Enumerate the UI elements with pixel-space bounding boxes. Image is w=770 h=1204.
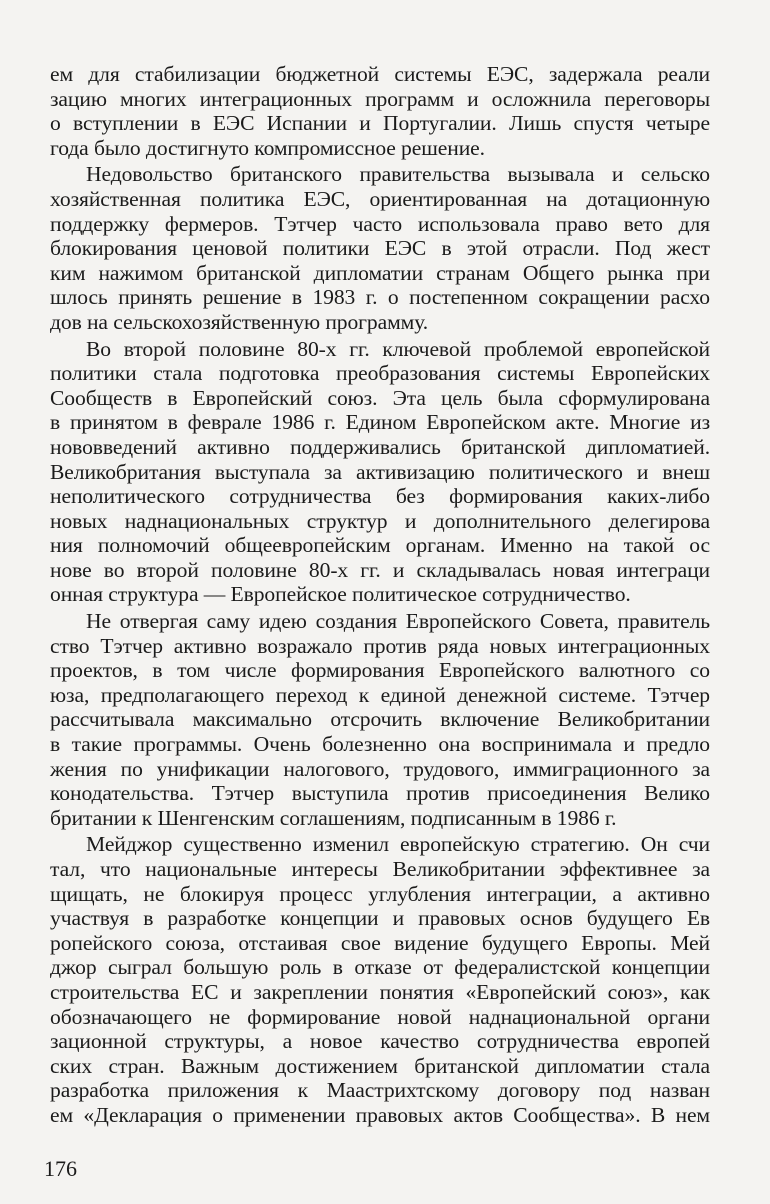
text-line: в такие программы. Очень болезненно она воспринимала и предло [50,732,710,757]
text-line: поддержку фермеров. Тэтчер часто использовала право вето для [50,211,710,236]
text-line: тал, что национальные интересы Великобритании эффективнее за [50,857,710,881]
text-line: Великобритания выступала за активизацию политического и внеш [50,459,710,484]
text-line: нововведений активно поддерживались британской дипломатией. [50,434,710,459]
text-line: шлось принять решение в 1983 г. о постепенном сокращении расхо [50,285,710,310]
text-line: нове во второй половине 80-х гг. и складывалась новая интеграци [50,557,710,582]
paragraph-4 [50,609,710,830]
text-line: ропейского союза, отстаивая свое видение будущего Европы. Мей [50,930,710,955]
text-line: в принятом в феврале 1986 г. Едином Европейском акте. Многие из [50,410,710,435]
text-line: политики стала подготовка преобразования системы Европейских [50,361,710,386]
text-line: строительства ЕС и закреплении понятия «Европейский союз», как [50,979,710,1004]
text-line: неполитического сотрудничества без формирования каких-либо [50,484,710,509]
text-line: обозначающего не формирование новой наднациональной органи [50,1004,710,1029]
paragraph-3 [50,337,710,608]
text-line: зационной структуры, а новое качество сотрудничества европей [50,1029,710,1054]
text-line: проектов, в том числе формирования Европейского валютного со [50,658,710,683]
page-body [50,62,710,1142]
text-line: Сообществ в Европейский союз. Эта цель была сформулирована [50,385,710,410]
text-line: щищать, не блокируя процесс углубления интеграции, а активно [50,881,710,906]
text-line: хозяйственная политика ЕЭС, ориентированная на дотационную [50,186,710,211]
text-line: Не отвергая саму идею создания Европейского Совета, правитель [86,609,710,634]
text-line: ских стран. Важным достижением британской дипломатии стала [50,1053,710,1078]
text-line: новых наднациональных структур и дополнительного делегирова [50,508,710,533]
text-line: рассчитывала максимально отсрочить включение Великобритании [50,707,710,732]
text-line: ем «Декларация о применении правовых актов Сообщества». В нем [50,1102,710,1127]
paragraph-2 [50,162,710,334]
text-line: участвуя в разработке концепции и правовых основ будущего Ев [50,906,710,931]
text-line: юза, предполагающего переход к единой денежной системе. Тэтчер [50,682,710,707]
page-number: 176 [44,1156,77,1181]
paragraph-5 [50,832,710,1127]
text-line: ким нажимом британской дипломатии странам Общего рынка при [50,260,710,285]
text-line: ство Тэтчер активно возражало против ряда новых интеграционных [50,633,710,658]
text-line: ния полномочий общеевропейским органам. Именно на такой ос [50,533,710,558]
text-line: Недовольство британского правительства вызывала и сельско [86,162,710,187]
text-line: зацию многих интеграционных программ и осложнила переговоры [50,86,710,111]
text-line: дов на сельскохозяйственную программу. [50,309,429,334]
text-line: Во второй половине 80-х гг. ключевой проблемой европейской [86,336,710,361]
text-line: разработка приложения к Маастрихтскому договору под назван [50,1078,710,1103]
paragraph-1 [50,62,710,160]
text-line: онная структура — Европейское политическое сотрудничество. [50,582,631,607]
text-line: джор сыграл большую роль в отказе от федералистской концепции [50,955,710,980]
text-line: о вступлении в ЕЭС Испании и Португалии. Лишь спустя четыре [50,111,710,136]
text-line: ем для стабилизации бюджетной системы ЕЭС, задержала реали [50,62,710,86]
text-line: конодательства. Тэтчер выступила против присоединения Велико [50,781,710,806]
text-line: британии к Шенгенским соглашениям, подписанным в 1986 г. [50,805,617,830]
text-line: года было достигнуто компромиссное решение. [50,135,485,160]
text-line: Мейджор существенно изменил европейскую стратегию. Он счи [86,832,710,857]
text-line: блокирования ценовой политики ЕЭС в этой отрасли. Под жест [50,236,710,261]
text-line: жения по унификации налогового, трудового, иммиграционного за [50,756,710,781]
